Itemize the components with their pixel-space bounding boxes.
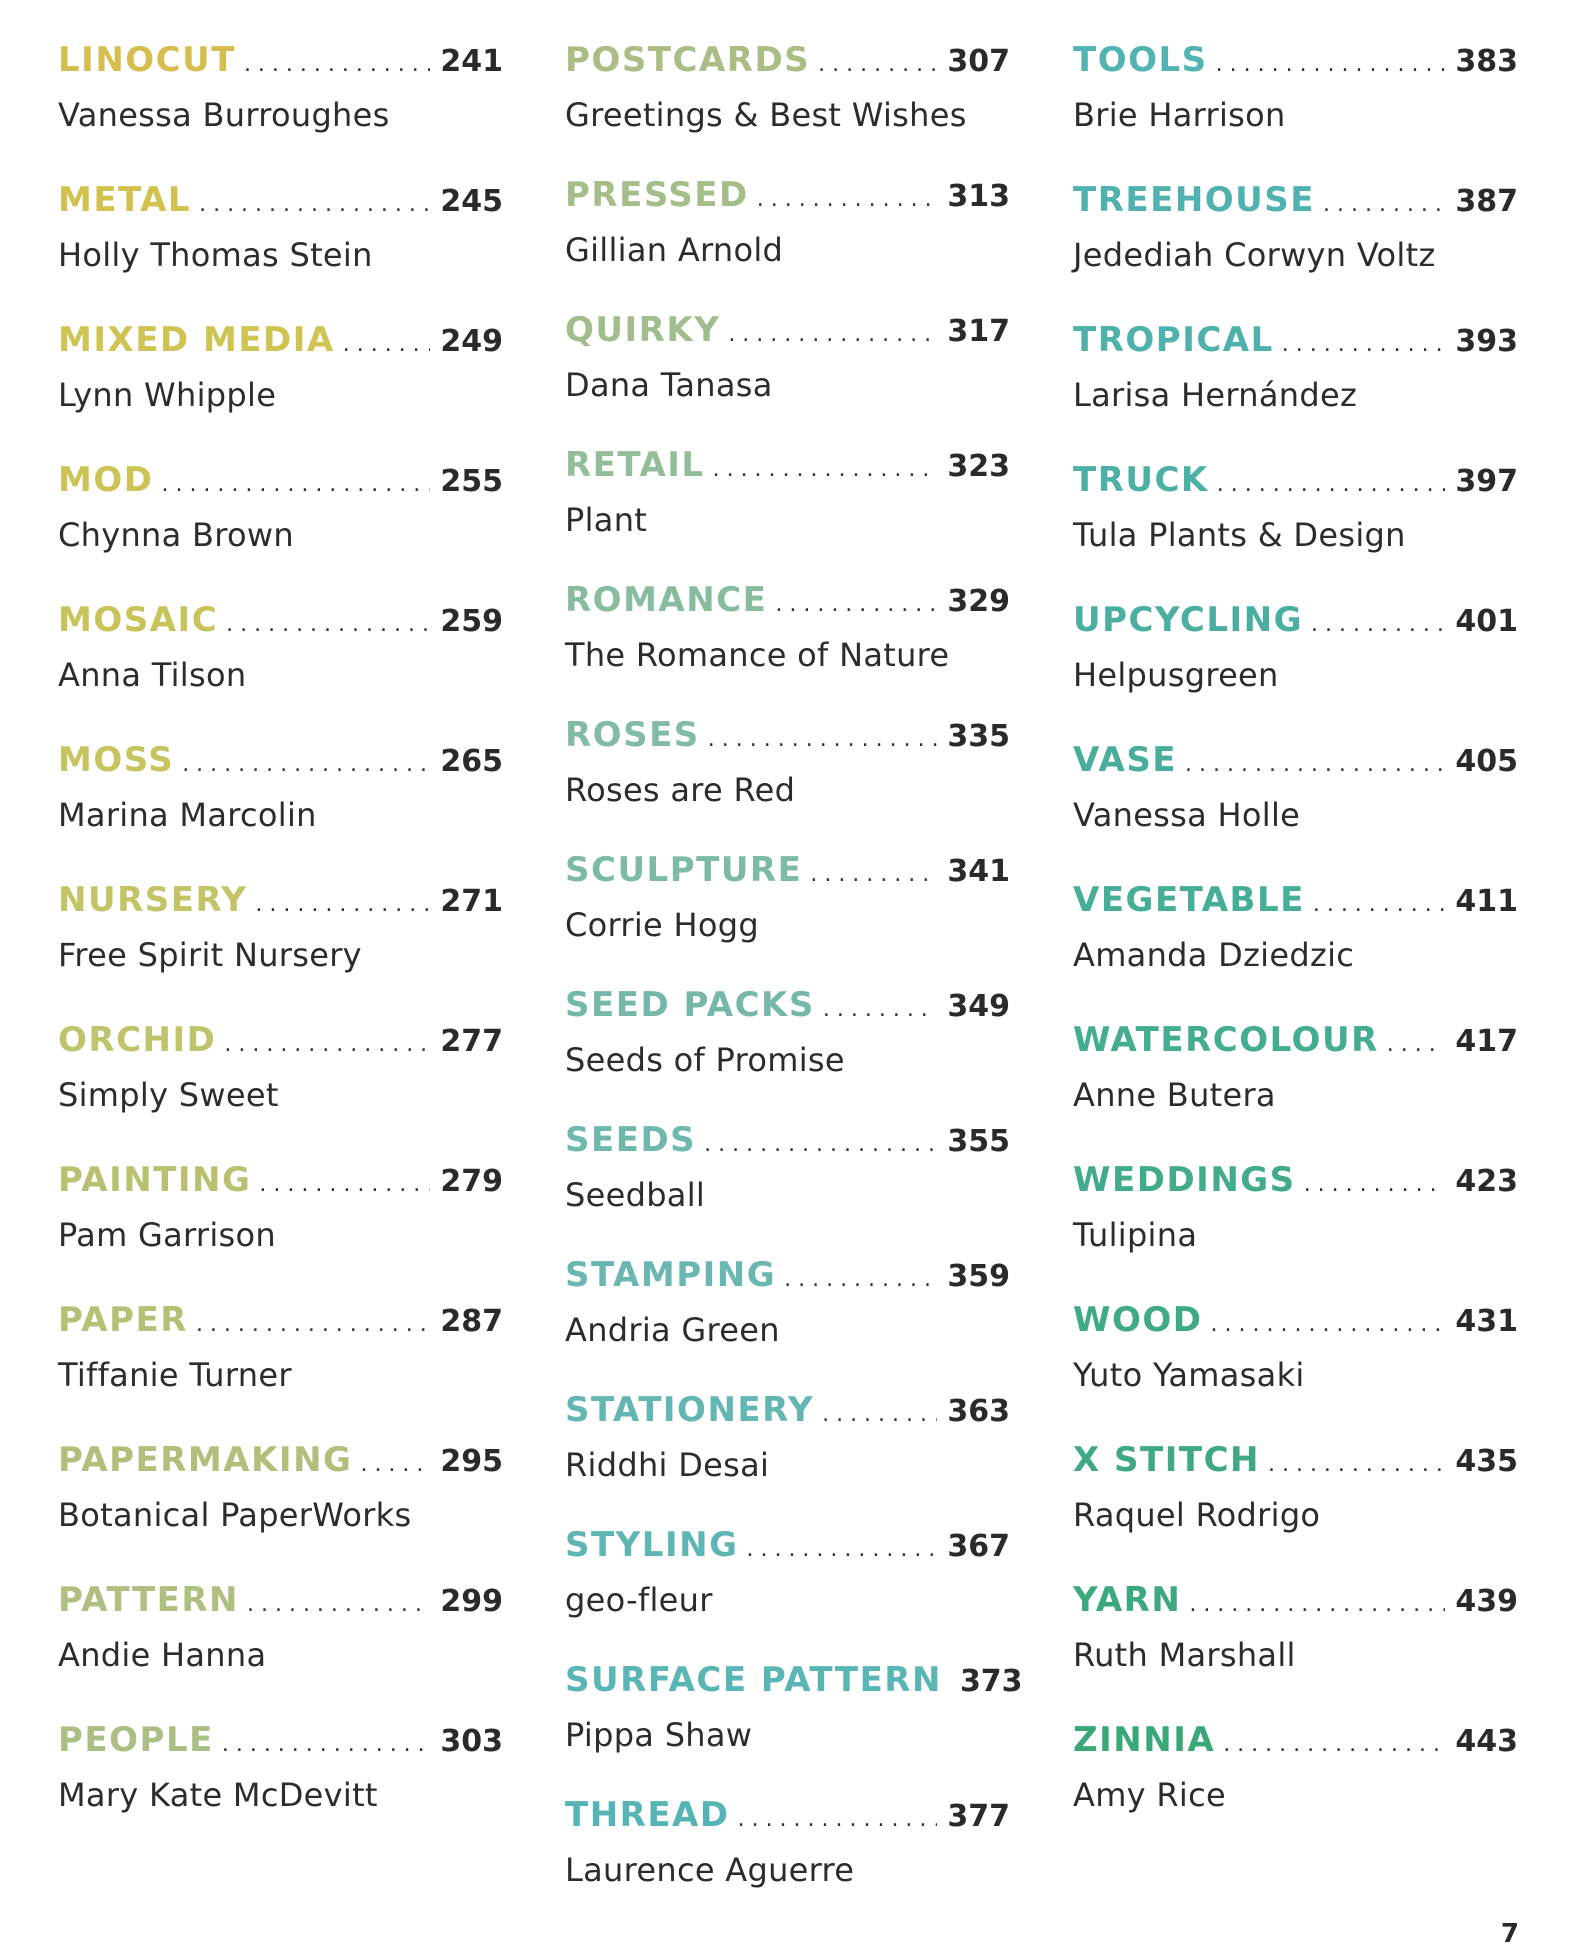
toc-entry <box>565 310 1010 445</box>
dot-leader <box>224 1032 430 1057</box>
dot-leader <box>822 1402 937 1427</box>
toc-entry-heading <box>565 985 1010 1037</box>
toc-entry-heading <box>565 310 1010 362</box>
dot-leader <box>757 187 938 212</box>
dot-leader <box>196 1312 430 1337</box>
contributor-name: Andria Green <box>565 1311 780 1349</box>
category-title: SCULPTURE <box>565 850 803 890</box>
dot-leader <box>1323 192 1445 217</box>
dot-leader <box>247 1592 430 1617</box>
toc-entry <box>58 1020 503 1160</box>
category-title: TREEHOUSE <box>1073 180 1316 220</box>
contributor-name: The Romance of Nature <box>565 636 950 674</box>
category-title: X STITCH <box>1073 1440 1260 1480</box>
toc-entry <box>58 740 503 880</box>
page-reference: 435 <box>1455 1444 1518 1479</box>
category-title: STYLING <box>565 1525 739 1565</box>
toc-entry-heading <box>1073 460 1518 512</box>
toc-entry-heading <box>58 1020 503 1072</box>
contributor-name: Raquel Rodrigo <box>1073 1496 1321 1534</box>
contributor-name: Vanessa Burroughes <box>58 96 390 134</box>
dot-leader <box>255 892 430 917</box>
contributor-name: Brie Harrison <box>1073 96 1286 134</box>
page-reference: 387 <box>1455 184 1518 219</box>
toc-entry <box>1073 1440 1518 1580</box>
page-reference: 423 <box>1455 1164 1518 1199</box>
page-reference: 363 <box>947 1394 1010 1429</box>
toc-entry-heading <box>565 40 1010 92</box>
category-title: ORCHID <box>58 1020 217 1060</box>
contributor-name: Chynna Brown <box>58 516 294 554</box>
toc-entry <box>565 175 1010 310</box>
toc-entry <box>1073 1720 1518 1860</box>
page-reference: 431 <box>1455 1304 1518 1339</box>
dot-leader <box>746 1537 937 1562</box>
contributor-name: Holly Thomas Stein <box>58 236 373 274</box>
contributor-name: Vanessa Holle <box>1073 796 1301 834</box>
contributor-name: Riddhi Desai <box>565 1446 770 1484</box>
dot-leader <box>713 457 938 482</box>
category-title: SURFACE PATTERN <box>565 1660 942 1700</box>
category-title: MIXED MEDIA <box>58 320 335 360</box>
toc-entry <box>1073 180 1518 320</box>
dot-leader <box>1189 1592 1445 1617</box>
toc-entry <box>565 1660 1023 1795</box>
toc-entry <box>565 1390 1010 1525</box>
toc-entry <box>1073 740 1518 880</box>
toc-entry-heading <box>58 40 503 92</box>
toc-entry-heading <box>1073 740 1518 792</box>
contributor-name: Free Spirit Nursery <box>58 936 362 974</box>
toc-entry <box>58 460 503 600</box>
category-title: UPCYCLING <box>1073 600 1304 640</box>
category-title: SEED PACKS <box>565 985 815 1025</box>
contributor-name: Marina Marcolin <box>58 796 317 834</box>
contributor-name: Tula Plants & Design <box>1073 516 1406 554</box>
category-title: QUIRKY <box>565 310 721 350</box>
contributor-name: Larisa Hernández <box>1073 376 1358 414</box>
dot-leader <box>728 322 937 347</box>
toc-entry-heading <box>1073 180 1518 232</box>
contributor-name: Anna Tilson <box>58 656 247 694</box>
toc-entry-heading <box>565 1795 1010 1847</box>
toc-entry <box>58 1300 503 1440</box>
toc-entry <box>1073 460 1518 600</box>
dot-leader <box>823 997 937 1022</box>
dot-leader <box>161 472 430 497</box>
page-reference: 295 <box>440 1444 503 1479</box>
dot-leader <box>343 332 431 357</box>
dot-leader <box>1311 612 1445 637</box>
toc-entry-heading <box>565 175 1010 227</box>
contributor-name: Seeds of Promise <box>565 1041 845 1079</box>
contributor-name: Yuto Yamasaki <box>1073 1356 1305 1394</box>
category-title: YARN <box>1073 1580 1182 1620</box>
toc-entry <box>58 880 503 1020</box>
dot-leader <box>1185 752 1445 777</box>
page-reference: 299 <box>440 1584 503 1619</box>
page-reference: 383 <box>1455 44 1518 79</box>
contributor-name: Mary Kate McDevitt <box>58 1776 378 1814</box>
category-title: MOSS <box>58 740 175 780</box>
dot-leader <box>738 1807 938 1832</box>
contributor-name: Roses are Red <box>565 771 796 809</box>
toc-entry <box>565 40 1010 175</box>
toc-entry <box>1073 1300 1518 1440</box>
toc-entry <box>58 1580 503 1720</box>
toc-entry-heading <box>58 600 503 652</box>
dot-leader <box>199 192 430 217</box>
toc-entry-heading <box>565 445 1010 497</box>
toc-entry-heading <box>565 715 1010 767</box>
toc-entry-heading <box>565 1525 1010 1577</box>
category-title: STATIONERY <box>565 1390 815 1430</box>
toc-entry-heading <box>1073 320 1518 372</box>
toc-column-2 <box>565 40 1023 1930</box>
page-reference: 265 <box>440 744 503 779</box>
toc-entry-heading <box>58 880 503 932</box>
category-title: TRUCK <box>1073 460 1209 500</box>
toc-entry-heading <box>1073 1300 1518 1352</box>
contributor-name: Tiffanie Turner <box>58 1356 292 1394</box>
category-title: PATTERN <box>58 1580 239 1620</box>
toc-entry-heading <box>1073 40 1518 92</box>
category-title: PAINTING <box>58 1160 252 1200</box>
dot-leader <box>818 52 937 77</box>
page-reference: 271 <box>440 884 503 919</box>
dot-leader <box>775 592 937 617</box>
dot-leader <box>182 752 430 777</box>
page-reference: 259 <box>440 604 503 639</box>
contributor-name: Lynn Whipple <box>58 376 277 414</box>
toc-entry <box>565 715 1010 850</box>
toc-entry-heading <box>58 1440 503 1492</box>
dot-leader <box>1217 472 1446 497</box>
category-title: THREAD <box>565 1795 730 1835</box>
category-title: PAPERMAKING <box>58 1440 353 1480</box>
category-title: WEDDINGS <box>1073 1160 1296 1200</box>
toc-entry <box>565 1795 1010 1930</box>
category-title: TOOLS <box>1073 40 1208 80</box>
page-reference: 359 <box>947 1259 1010 1294</box>
toc-entry <box>565 850 1010 985</box>
page-reference: 341 <box>947 854 1010 889</box>
contributor-name: Greetings & Best Wishes <box>565 96 967 134</box>
dot-leader <box>708 727 938 752</box>
toc-entry <box>1073 1580 1518 1720</box>
toc-entry <box>58 180 503 320</box>
toc-entry <box>565 985 1010 1120</box>
category-title: WATERCOLOUR <box>1073 1020 1379 1060</box>
toc-entry-heading <box>1073 1160 1518 1212</box>
category-title: PEOPLE <box>58 1720 214 1760</box>
toc-entry <box>1073 1160 1518 1300</box>
toc-entry <box>565 1525 1010 1660</box>
page-reference: 373 <box>959 1664 1023 1699</box>
toc-entry-heading <box>1073 1440 1518 1492</box>
toc-entry-heading <box>58 320 503 372</box>
page-reference: 279 <box>440 1164 503 1199</box>
dot-leader <box>222 1732 431 1757</box>
dot-leader <box>360 1452 430 1477</box>
toc-entry-heading <box>565 1255 1010 1307</box>
toc-entry-heading <box>1073 1580 1518 1632</box>
toc-entry-heading <box>565 850 1010 902</box>
toc-entry <box>58 1440 503 1580</box>
toc-entry <box>58 600 503 740</box>
contributor-name: Seedball <box>565 1176 706 1214</box>
toc-entry-heading <box>58 1160 503 1212</box>
contributor-name: Jedediah Corwyn Voltz <box>1073 236 1436 274</box>
contributor-name: Simply Sweet <box>58 1076 279 1114</box>
page-reference: 245 <box>440 184 503 219</box>
contributor-name: Tulipina <box>1073 1216 1198 1254</box>
category-title: ROMANCE <box>565 580 768 620</box>
toc-entry-heading <box>565 1390 1010 1442</box>
toc-entry <box>565 1120 1010 1255</box>
page-number: 7 <box>1500 1919 1519 1949</box>
page-reference: 335 <box>947 719 1010 754</box>
toc-entry <box>1073 880 1518 1020</box>
toc-entry <box>1073 40 1518 180</box>
contributor-name: Pam Garrison <box>58 1216 276 1254</box>
page-reference: 393 <box>1455 324 1518 359</box>
dot-leader <box>259 1172 430 1197</box>
toc-entry-heading <box>58 460 503 512</box>
category-title: ROSES <box>565 715 700 755</box>
contributor-name: Andie Hanna <box>58 1636 267 1674</box>
dot-leader <box>244 52 430 77</box>
toc-entry <box>565 1255 1010 1390</box>
category-title: TROPICAL <box>1073 320 1274 360</box>
category-title: METAL <box>58 180 192 220</box>
page-reference: 255 <box>440 464 503 499</box>
contributor-name: Botanical PaperWorks <box>58 1496 412 1534</box>
page-reference: 367 <box>947 1529 1010 1564</box>
category-title: WOOD <box>1073 1300 1203 1340</box>
contributor-name: Dana Tanasa <box>565 366 773 404</box>
page-reference: 439 <box>1455 1584 1518 1619</box>
toc-entry-heading <box>58 740 503 792</box>
toc-entry-heading <box>58 180 503 232</box>
category-title: RETAIL <box>565 445 705 485</box>
category-title: VEGETABLE <box>1073 880 1305 920</box>
toc-entry <box>1073 320 1518 460</box>
dot-leader <box>1223 1732 1445 1757</box>
category-title: MOD <box>58 460 154 500</box>
contributor-name: Anne Butera <box>1073 1076 1276 1114</box>
toc-entry-heading <box>1073 1020 1518 1072</box>
toc-entry <box>565 580 1010 715</box>
dot-leader <box>704 1132 937 1157</box>
page-reference: 443 <box>1455 1724 1518 1759</box>
page-reference: 277 <box>440 1024 503 1059</box>
toc-entry-heading <box>1073 1720 1518 1772</box>
page-reference: 401 <box>1455 604 1518 639</box>
contributor-name: Plant <box>565 501 648 539</box>
toc-entry <box>58 1160 503 1300</box>
toc-entry-heading <box>565 1120 1010 1172</box>
dot-leader <box>1387 1032 1446 1057</box>
contributor-name: Pippa Shaw <box>565 1716 753 1754</box>
dot-leader <box>1216 52 1446 77</box>
dot-leader <box>1313 892 1446 917</box>
dot-leader <box>1282 332 1446 357</box>
toc-column-3 <box>1073 40 1518 1860</box>
page-reference: 397 <box>1455 464 1518 499</box>
dot-leader <box>810 862 937 887</box>
category-title: STAMPING <box>565 1255 777 1295</box>
page-reference: 303 <box>440 1724 503 1759</box>
dot-leader <box>1268 1452 1445 1477</box>
page-reference: 417 <box>1455 1024 1518 1059</box>
dot-leader <box>784 1267 937 1292</box>
contributor-name: Gillian Arnold <box>565 231 784 269</box>
category-title: VASE <box>1073 740 1178 780</box>
page-reference: 329 <box>947 584 1010 619</box>
toc-entry-heading <box>58 1720 503 1772</box>
toc-entry-heading <box>565 580 1010 632</box>
toc-entry-heading <box>1073 600 1518 652</box>
category-title: POSTCARDS <box>565 40 811 80</box>
category-title: PRESSED <box>565 175 749 215</box>
contributor-name: Amy Rice <box>1073 1776 1226 1814</box>
contributor-name: Amanda Dziedzic <box>1073 936 1355 974</box>
contributor-name: Corrie Hogg <box>565 906 759 944</box>
page-reference: 355 <box>947 1124 1010 1159</box>
page-reference: 317 <box>947 314 1010 349</box>
toc-column-1 <box>58 40 503 1860</box>
page-reference: 307 <box>947 44 1010 79</box>
category-title: NURSERY <box>58 880 248 920</box>
category-title: PAPER <box>58 1300 188 1340</box>
toc-entry <box>1073 1020 1518 1160</box>
page-reference: 313 <box>947 179 1010 214</box>
category-title: SEEDS <box>565 1120 697 1160</box>
toc-entry <box>58 320 503 460</box>
dot-leader <box>1211 1312 1446 1337</box>
toc-entry-heading <box>1073 880 1518 932</box>
page-reference: 287 <box>440 1304 503 1339</box>
toc-entry <box>565 445 1010 580</box>
page-reference: 405 <box>1455 744 1518 779</box>
page-reference: 249 <box>440 324 503 359</box>
page-reference: 323 <box>947 449 1010 484</box>
toc-entry-heading <box>565 1660 1023 1712</box>
contributor-name: Ruth Marshall <box>1073 1636 1296 1674</box>
contributor-name: Helpusgreen <box>1073 656 1279 694</box>
page-reference: 411 <box>1455 884 1518 919</box>
toc-entry-heading <box>58 1580 503 1632</box>
page-reference: 349 <box>947 989 1010 1024</box>
page-reference: 241 <box>440 44 503 79</box>
toc-entry-heading <box>58 1300 503 1352</box>
toc-entry <box>1073 600 1518 740</box>
dot-leader <box>226 612 430 637</box>
category-title: ZINNIA <box>1073 1720 1216 1760</box>
contributor-name: Laurence Aguerre <box>565 1851 855 1889</box>
contributor-name: geo-fleur <box>565 1581 713 1619</box>
category-title: LINOCUT <box>58 40 236 80</box>
toc-entry <box>58 40 503 180</box>
page-reference: 377 <box>947 1799 1010 1834</box>
dot-leader <box>1304 1172 1446 1197</box>
category-title: MOSAIC <box>58 600 219 640</box>
toc-entry <box>58 1720 503 1860</box>
